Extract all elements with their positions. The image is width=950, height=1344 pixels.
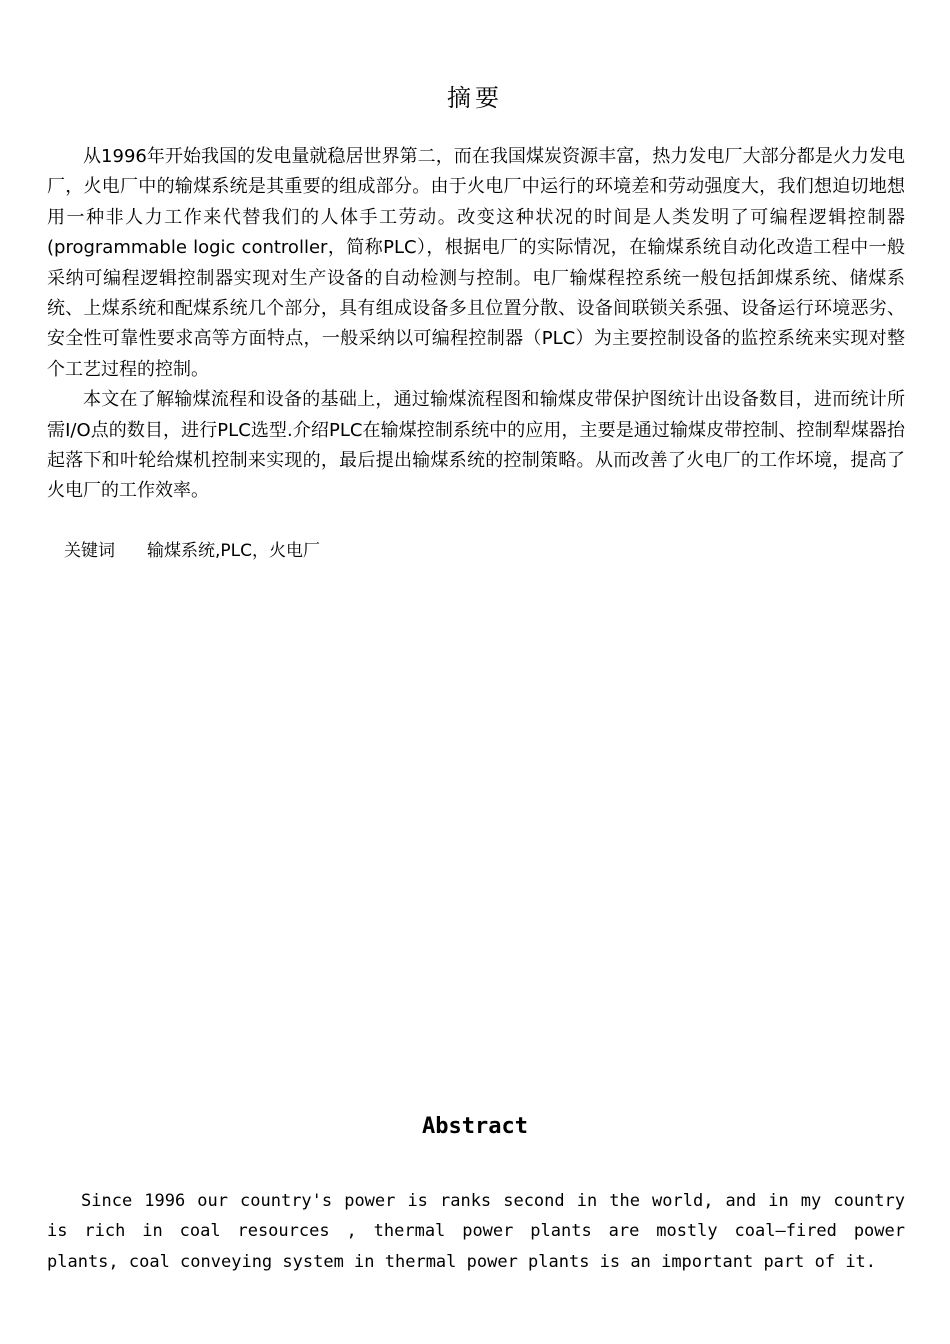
keywords-label: 关键词 <box>64 541 115 561</box>
english-abstract-body <box>47 1186 905 1277</box>
chinese-abstract-body <box>47 142 905 507</box>
keywords-line <box>64 536 320 561</box>
chinese-abstract-paragraph-2: 本文在了解输煤流程和设备的基础上，通过输煤流程图和输煤皮带保护图统计出设备数目，进而统计所需I/O点的数目，进行PLC选型.介绍PLC在输煤控制系统中的应用，主要是通过输煤皮带控制、控制犁煤器抬起落下和叶轮给煤机控制来实现的，最后提出输煤系统的控制策略。从而改善了火电厂的工作坏境，提高了火电厂的工作效率。 <box>47 389 905 502</box>
english-abstract-paragraph-1: Since 1996 our country's power is ranks second in the world, and in my country is rich in coal resources , thermal power plants are mostly coal—fired power plants, coal conveying system in thermal power plants is an important part of it. <box>47 1191 905 1272</box>
keywords-text: 输煤系统,PLC，火电厂 <box>147 541 320 561</box>
chinese-abstract-title: 摘要 <box>447 84 503 112</box>
english-abstract-title: Abstract <box>422 1114 528 1139</box>
chinese-abstract-paragraph-1: 从1996年开始我国的发电量就稳居世界第二，而在我国煤炭资源丰富，热力发电厂大部分都是火力发电厂，火电厂中的输煤系统是其重要的组成部分。由于火电厂中运行的环境差和劳动强度大，我们想迫切地想用一种非人力工作来代替我们的人体手工劳动。改变这种状况的时间是人类发明了可编程逻辑控制器(programmable logic controller，简称PLC），根据电厂的实际情况，在输煤系统自动化改造工程中一般采纳可编程逻辑控制器实现对生产设备的自动检测与控制。电厂输煤程控系统一般包括卸煤系统、储煤系统、上煤系统和配煤系统几个部分，具有组成设备多且位置分散、设备间联锁关系强、设备运行环境恶劣、安全性可靠性要求高等方面特点，一般采纳以可编程控制器（PLC）为主要控制设备的监控系统来实现对整个工艺过程的控制。 <box>47 146 905 380</box>
